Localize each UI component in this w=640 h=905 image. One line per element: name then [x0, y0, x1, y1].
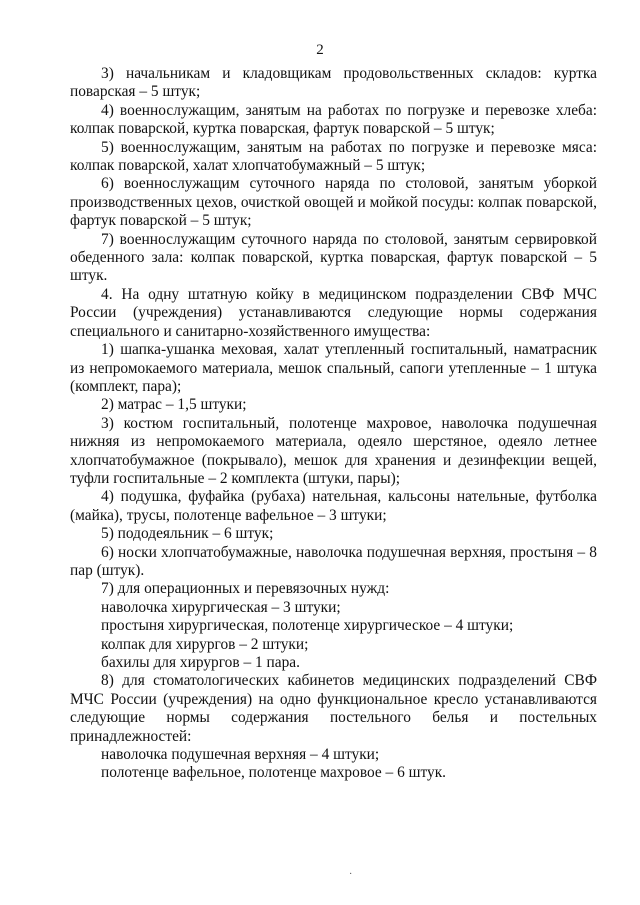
paragraph-norm-8: 8) для стоматологических кабинетов медицинских подразделений СВФ МЧС России (учреждения) на одно функциональное кресло устанавливаются следующие нормы содержания постельного белья и постельных принадлежностей: — [70, 672, 597, 745]
paragraph-norm-7: 7) для операционных и перевязочных нужд: — [101, 580, 390, 598]
paragraph-norm-2: 2) матрас – 1,5 штуки; — [101, 396, 247, 414]
list-item-pillowcase: наволочка подушечная верхняя – 4 штуки; — [101, 746, 380, 764]
paragraph-norm-5: 5) пододеяльник – 6 штук; — [101, 525, 274, 543]
scan-speck: · — [349, 869, 353, 880]
paragraph-item-3: 3) начальникам и кладовщикам продовольственных складов: куртка поварская – 5 штук; — [70, 65, 597, 101]
paragraph-item-4: 4) военнослужащим, занятым на работах по погрузке и перевозке хлеба: колпак поварской, куртка поварская, фартук поварской – 5 штук; — [70, 101, 597, 138]
paragraph-norm-1: 1) шапка-ушанка меховая, халат утепленный госпитальный, наматрасник из непромокаемого материала, мешок спальный, сапоги утепленные – 1 штука (комплект, пара); — [70, 341, 597, 395]
paragraph-item-5: 5) военнослужащим, занятым на работах по погрузке и перевозке мяса: колпак поварской, халат хлопчатобумажный – 5 штук; — [70, 138, 597, 175]
list-item-shoe-covers: бахилы для хирургов – 1 пара. — [101, 654, 300, 671]
list-item-surgeon-cap: колпак для хирургов – 2 штуки; — [101, 635, 309, 653]
list-item-towels: полотенце вафельное, полотенце махровое – 6 штук. — [101, 764, 447, 782]
document-body — [70, 65, 597, 783]
list-item-surgical-pillowcase: наволочка хирургическая – 3 штуки; — [101, 598, 341, 616]
paragraph-norm-3: 3) костюм госпитальный, полотенце махровое, наволочка подушечная нижняя из непромокаемого материала, одеяло шерстяное, одеяло летнее хлопчатобумажное (покрывало), мешок для хранения и дезинфекции вещей, туфли госпитальные – 2 комплекта (штуки, пары); — [70, 414, 597, 487]
paragraph-norm-6: 6) носки хлопчатобумажные, наволочка подушечная верхняя, простыня – 8 пар (штук). — [70, 543, 597, 579]
paragraph-item-6: 6) военнослужащим суточного наряда по столовой, занятым уборкой производственных цехов, очисткой овощей и мойкой посуды: колпак поварской, фартук поварской – 5 штук; — [70, 175, 597, 230]
paragraph-norm-4: 4) подушка, фуфайка (рубаха) нательная, кальсоны нательные, футболка (майка), трусы, полотенце вафельное – 3 штуки; — [70, 488, 597, 524]
paragraph-item-7: 7) военнослужащим суточного наряда по столовой, занятым сервировкой обеденного зала: колпак поварской, куртка поварская, фартук поварской – 5 штук. — [70, 230, 597, 285]
page-number: 2 — [316, 42, 324, 58]
paragraph-section-4: 4. На одну штатную койку в медицинском подразделении СВФ МЧС России (учреждения) устанавливаются следующие нормы содержания специального и санитарно-хозяйственного имущества: — [70, 285, 597, 340]
list-item-surgical-sheet: простыня хирургическая, полотенце хирургическое – 4 штуки; — [101, 617, 514, 635]
